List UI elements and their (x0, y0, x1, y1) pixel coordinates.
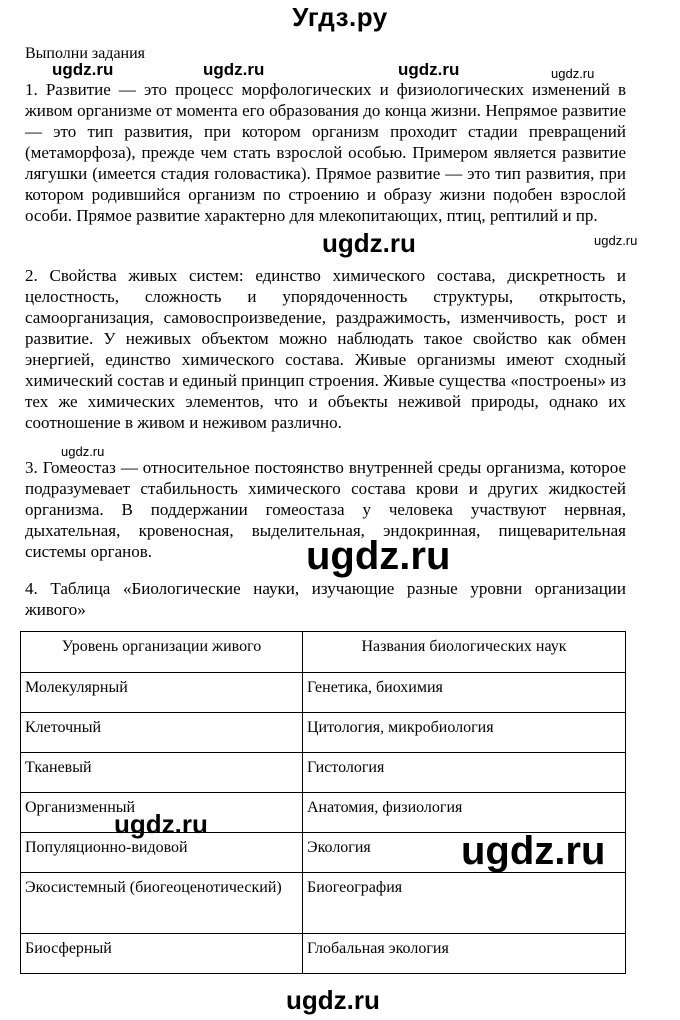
watermark: ugdz.ru (203, 60, 265, 79)
table-cell-level: Организменный (21, 793, 303, 833)
watermark: ugdz.ru (594, 233, 638, 248)
table-row (21, 873, 626, 934)
table-cell-science: Цитология, микробиология (303, 713, 626, 753)
table-row (21, 793, 626, 833)
paragraph-living-systems: 2. Свойства живых систем: единство химического состава, дискретность и целостность, сложность и упорядоченность структуры, открытость, самоорганизация, самовоспроизведение, раздражимость, изменчивость, рост и развитие. У неживых объектом можно наблюдать такое свойство как обмен энергией, единство химического состава. Живые организмы имеют сходный химический состав и единый принцип строения. Живые существа «построены» из тех же химических элементов, что и объекты неживой природы, однако их соотношение в живом и неживом различно. (25, 266, 626, 432)
table-cell-level: Молекулярный (21, 673, 303, 713)
table-cell-level: Клеточный (21, 713, 303, 753)
site-title: Угдз.ру (292, 2, 388, 32)
watermark: ugdz.ru (461, 829, 606, 873)
table-cell-level: Биосферный (21, 934, 303, 974)
table-row (21, 753, 626, 793)
table-header-cell: Уровень организации живого (21, 632, 303, 673)
table-cell-level: Тканевый (21, 753, 303, 793)
table-cell-science: Генетика, биохимия (303, 673, 626, 713)
watermark: ugdz.ru (306, 534, 451, 578)
table-cell-level: Экосистемный (биогеоценотический) (21, 873, 303, 934)
section-title: Выполни задания (25, 45, 146, 62)
table-cell-science: Гистология (303, 753, 626, 793)
watermark: ugdz.ru (114, 809, 208, 839)
watermark: ugdz.ru (398, 60, 460, 79)
biology-sciences-table (20, 631, 626, 974)
watermark: ugdz.ru (551, 66, 595, 81)
watermark: ugdz.ru (61, 444, 105, 459)
table-cell-science: Глобальная экология (303, 934, 626, 974)
table-cell-science: Анатомия, физиология (303, 793, 626, 833)
table-row (21, 713, 626, 753)
table-row (21, 934, 626, 974)
table-header-cell: Названия биологических наук (303, 632, 626, 673)
watermark: ugdz.ru (52, 60, 114, 79)
table-cell-science: Экология (303, 833, 626, 873)
paragraph-table-caption: 4. Таблица «Биологические науки, изучающие разные уровни организации живого» (25, 579, 626, 619)
table-cell-science: Биогеография (303, 873, 626, 934)
paragraph-homeostasis: 3. Гомеостаз — относительное постоянство внутренней среды организма, которое подразумевает стабильность химического состава крови и других жидкостей организма. В поддержании гомеостаза у человека участвуют нервная, дыхательная, кровеносная, выделительная, эндокринная, пищеварительная системы органов. (25, 458, 626, 561)
watermark: ugdz.ru (322, 228, 416, 258)
watermark: ugdz.ru (286, 985, 380, 1015)
table-row (21, 673, 626, 713)
table-header-row (21, 632, 626, 673)
table-cell-level: Популяционно-видовой (21, 833, 303, 873)
paragraph-development: 1. Развитие — это процесс морфологических и физиологических изменений в живом организме от момента его образования до конца жизни. Непрямое развитие — это тип развития, при котором организм проходит стадии превращений (метаморфоза), прежде чем стать взрослой особью. Примером является развитие лягушки (имеется стадия головастика). Прямое развитие — это тип развития, при котором родившийся организм по строению и образу жизни подобен взрослой особи. Прямое развитие характерно для млекопитающих, птиц, рептилий и пр. (25, 80, 626, 225)
